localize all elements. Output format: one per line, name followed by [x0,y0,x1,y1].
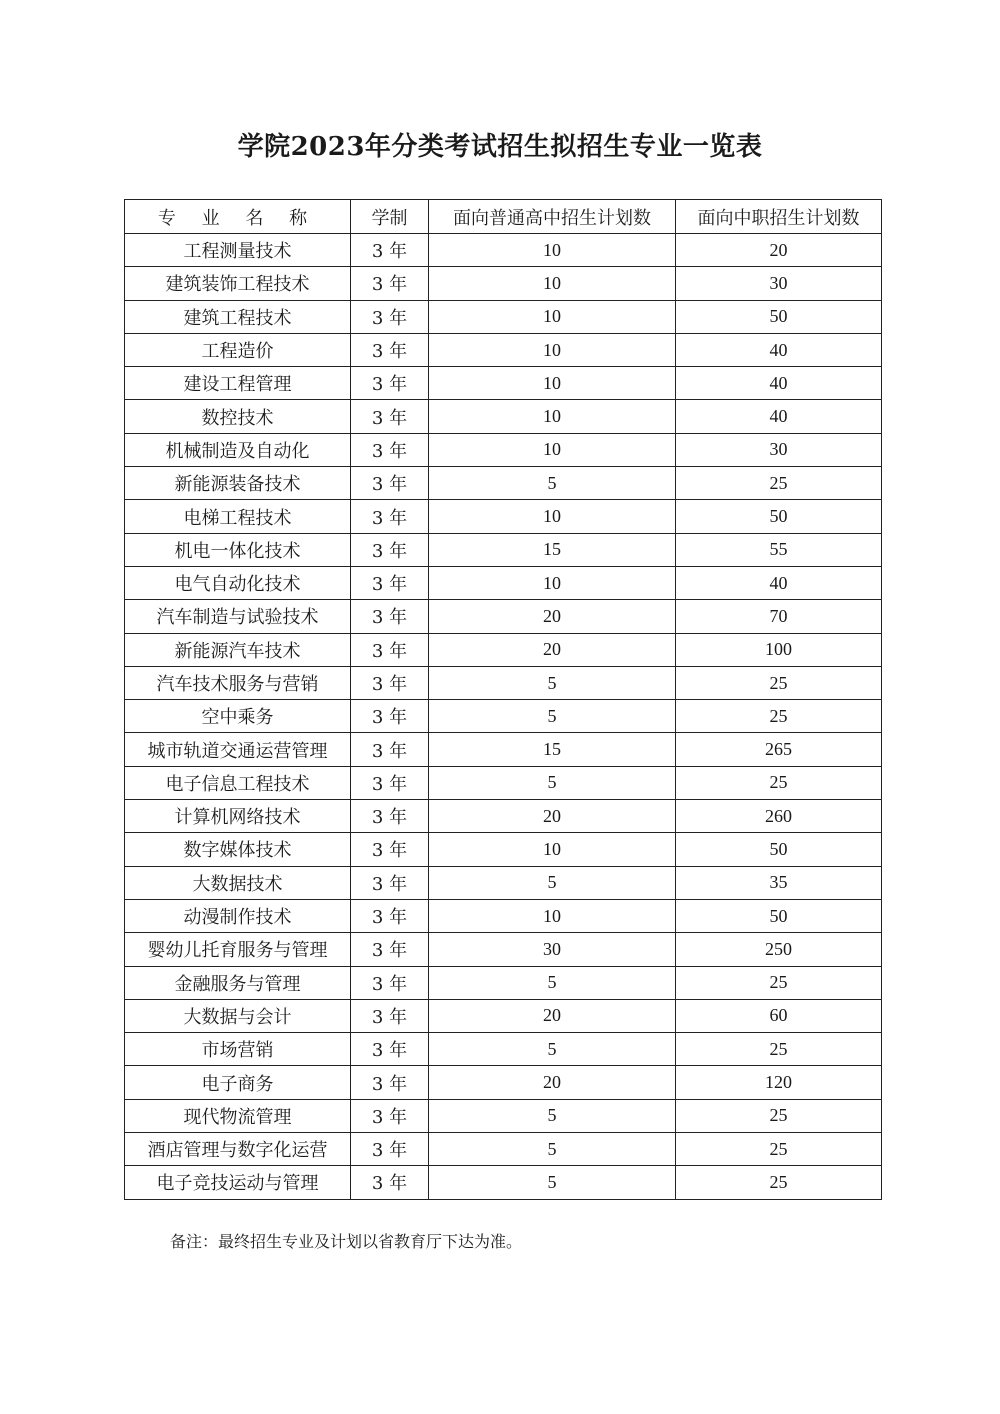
vocational-plan-cell: 250 [676,933,882,966]
high-school-plan-cell: 5 [429,666,676,699]
duration-cell: 3 年 [351,1133,429,1166]
duration-cell: 3 年 [351,367,429,400]
duration-cell: 3 年 [351,1166,429,1199]
duration-cell: 3 年 [351,500,429,533]
duration-cell: 3 年 [351,566,429,599]
major-name-cell: 电梯工程技术 [125,500,351,533]
high-school-plan-cell: 20 [429,633,676,666]
major-name-cell: 建筑工程技术 [125,300,351,333]
vocational-plan-cell: 50 [676,833,882,866]
major-name-cell: 市场营销 [125,1033,351,1066]
table-row [125,933,882,966]
duration-cell: 3 年 [351,1033,429,1066]
major-name-cell: 建设工程管理 [125,367,351,400]
vocational-plan-cell: 25 [676,1166,882,1199]
major-name-cell: 新能源汽车技术 [125,633,351,666]
table-row [125,766,882,799]
high-school-plan-cell: 10 [429,300,676,333]
table-row [125,966,882,999]
major-name-cell: 机械制造及自动化 [125,433,351,466]
duration-cell: 3 年 [351,700,429,733]
table-row [125,600,882,633]
duration-cell: 3 年 [351,966,429,999]
table-row [125,267,882,300]
duration-cell: 3 年 [351,800,429,833]
high-school-plan-cell: 5 [429,966,676,999]
major-name-cell: 新能源装备技术 [125,467,351,500]
duration-cell: 3 年 [351,633,429,666]
major-name-cell: 动漫制作技术 [125,899,351,932]
duration-cell: 3 年 [351,234,429,267]
vocational-plan-cell: 25 [676,1099,882,1132]
enrollment-plan-table [124,199,882,1200]
table-row [125,733,882,766]
high-school-plan-cell: 30 [429,933,676,966]
major-name-cell: 空中乘务 [125,700,351,733]
vocational-plan-cell: 260 [676,800,882,833]
header-major-name: 专 业 名 称 [125,200,351,234]
duration-cell: 3 年 [351,766,429,799]
table-row [125,1166,882,1199]
table-row [125,833,882,866]
table-row [125,533,882,566]
major-name-cell: 电子商务 [125,1066,351,1099]
duration-cell: 3 年 [351,899,429,932]
major-name-cell: 酒店管理与数字化运营 [125,1133,351,1166]
major-name-cell: 机电一体化技术 [125,533,351,566]
high-school-plan-cell: 5 [429,700,676,733]
table-row [125,899,882,932]
table-row [125,367,882,400]
major-name-cell: 电气自动化技术 [125,566,351,599]
major-name-cell: 大数据技术 [125,866,351,899]
high-school-plan-cell: 5 [429,866,676,899]
vocational-plan-cell: 50 [676,899,882,932]
table-row [125,500,882,533]
high-school-plan-cell: 20 [429,800,676,833]
major-name-cell: 城市轨道交通运营管理 [125,733,351,766]
table-header-row [125,200,882,234]
vocational-plan-cell: 100 [676,633,882,666]
duration-cell: 3 年 [351,999,429,1032]
high-school-plan-cell: 10 [429,333,676,366]
major-name-cell: 电子竞技运动与管理 [125,1166,351,1199]
vocational-plan-cell: 55 [676,533,882,566]
major-name-cell: 工程测量技术 [125,234,351,267]
major-name-cell: 电子信息工程技术 [125,766,351,799]
duration-cell: 3 年 [351,666,429,699]
high-school-plan-cell: 15 [429,733,676,766]
high-school-plan-cell: 5 [429,1033,676,1066]
table-row [125,300,882,333]
major-name-cell: 数字媒体技术 [125,833,351,866]
table-row [125,566,882,599]
high-school-plan-cell: 10 [429,400,676,433]
high-school-plan-cell: 5 [429,766,676,799]
duration-cell: 3 年 [351,733,429,766]
table-row [125,1033,882,1066]
vocational-plan-cell: 25 [676,1033,882,1066]
vocational-plan-cell: 40 [676,566,882,599]
table-row [125,866,882,899]
vocational-plan-cell: 25 [676,700,882,733]
table-row [125,999,882,1032]
major-name-cell: 金融服务与管理 [125,966,351,999]
major-name-cell: 工程造价 [125,333,351,366]
vocational-plan-cell: 50 [676,500,882,533]
vocational-plan-cell: 30 [676,267,882,300]
duration-cell: 3 年 [351,933,429,966]
table-row [125,666,882,699]
high-school-plan-cell: 10 [429,433,676,466]
major-name-cell: 汽车制造与试验技术 [125,600,351,633]
table-row [125,1099,882,1132]
vocational-plan-cell: 265 [676,733,882,766]
high-school-plan-cell: 10 [429,833,676,866]
major-name-cell: 计算机网络技术 [125,800,351,833]
vocational-plan-cell: 120 [676,1066,882,1099]
header-high-school-plan: 面向普通高中招生计划数 [429,200,676,234]
footnote: 备注：最终招生专业及计划以省教育厅下达为准。 [170,1232,523,1251]
major-name-cell: 建筑装饰工程技术 [125,267,351,300]
vocational-plan-cell: 25 [676,467,882,500]
vocational-plan-cell: 50 [676,300,882,333]
vocational-plan-cell: 20 [676,234,882,267]
table-row [125,467,882,500]
duration-cell: 3 年 [351,400,429,433]
duration-cell: 3 年 [351,533,429,566]
high-school-plan-cell: 10 [429,899,676,932]
major-name-cell: 数控技术 [125,400,351,433]
table-body [125,234,882,1200]
vocational-plan-cell: 35 [676,866,882,899]
table-row [125,433,882,466]
vocational-plan-cell: 40 [676,400,882,433]
duration-cell: 3 年 [351,600,429,633]
high-school-plan-cell: 5 [429,1166,676,1199]
table-row [125,633,882,666]
duration-cell: 3 年 [351,300,429,333]
vocational-plan-cell: 60 [676,999,882,1032]
table-row [125,234,882,267]
table-row [125,800,882,833]
vocational-plan-cell: 30 [676,433,882,466]
table-row [125,1133,882,1166]
table-row [125,333,882,366]
duration-cell: 3 年 [351,433,429,466]
duration-cell: 3 年 [351,866,429,899]
high-school-plan-cell: 15 [429,533,676,566]
high-school-plan-cell: 5 [429,1133,676,1166]
high-school-plan-cell: 20 [429,600,676,633]
major-name-cell: 大数据与会计 [125,999,351,1032]
vocational-plan-cell: 40 [676,333,882,366]
high-school-plan-cell: 10 [429,367,676,400]
major-name-cell: 汽车技术服务与营销 [125,666,351,699]
high-school-plan-cell: 20 [429,1066,676,1099]
high-school-plan-cell: 10 [429,566,676,599]
high-school-plan-cell: 20 [429,999,676,1032]
major-name-cell: 现代物流管理 [125,1099,351,1132]
duration-cell: 3 年 [351,467,429,500]
duration-cell: 3 年 [351,333,429,366]
vocational-plan-cell: 25 [676,666,882,699]
vocational-plan-cell: 25 [676,1133,882,1166]
table-row [125,700,882,733]
vocational-plan-cell: 70 [676,600,882,633]
header-duration: 学制 [351,200,429,234]
high-school-plan-cell: 5 [429,1099,676,1132]
vocational-plan-cell: 40 [676,367,882,400]
high-school-plan-cell: 5 [429,467,676,500]
high-school-plan-cell: 10 [429,500,676,533]
duration-cell: 3 年 [351,1099,429,1132]
high-school-plan-cell: 10 [429,234,676,267]
table-row [125,400,882,433]
vocational-plan-cell: 25 [676,766,882,799]
vocational-plan-cell: 25 [676,966,882,999]
table-row [125,1066,882,1099]
duration-cell: 3 年 [351,267,429,300]
page-title: 学院2023年分类考试招生拟招生专业一览表 [237,132,763,162]
header-vocational-plan: 面向中职招生计划数 [676,200,882,234]
duration-cell: 3 年 [351,833,429,866]
high-school-plan-cell: 10 [429,267,676,300]
duration-cell: 3 年 [351,1066,429,1099]
major-name-cell: 婴幼儿托育服务与管理 [125,933,351,966]
